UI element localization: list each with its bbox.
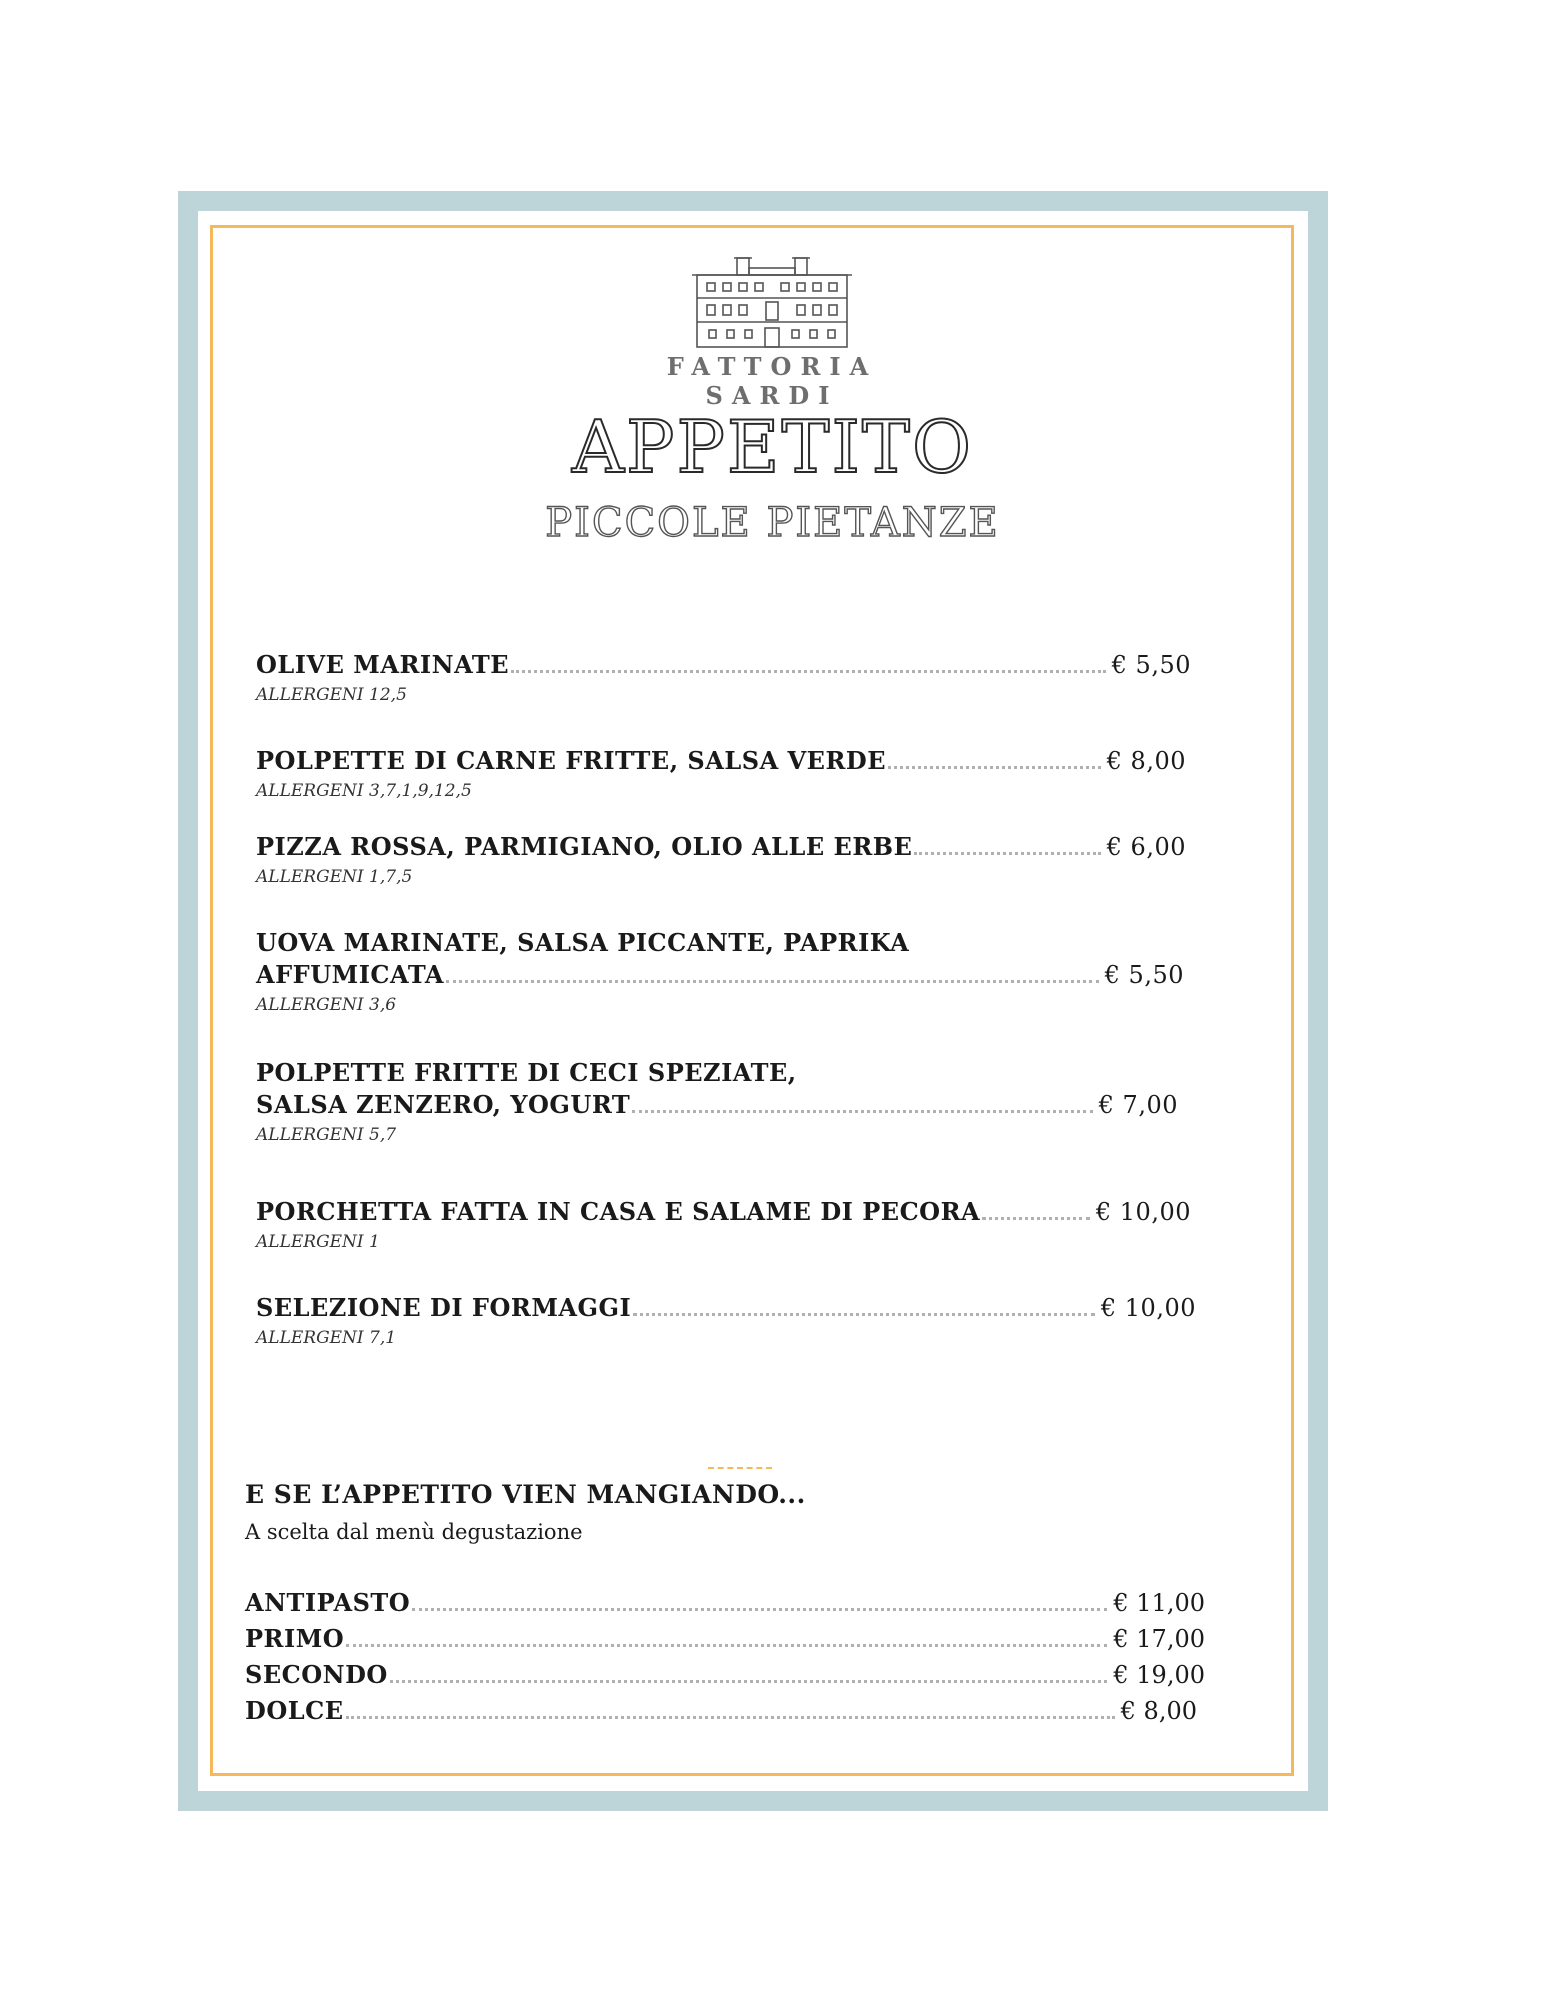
section-divider	[708, 1467, 772, 1469]
tasting-course-row	[245, 1693, 1197, 1729]
dot-leader	[412, 1608, 1107, 1611]
tasting-course-row	[245, 1621, 1205, 1657]
item-price: € 7,00	[1098, 1091, 1178, 1119]
item-price: € 10,00	[1095, 1198, 1191, 1226]
dot-leader	[632, 1110, 1092, 1113]
item-name: PIZZA ROSSA, PARMIGIANO, OLIO ALLE ERBE	[256, 832, 913, 861]
item-name-line2: SALSA ZENZERO, YOGURT	[256, 1090, 631, 1119]
brand-logo	[612, 250, 932, 410]
dot-leader	[446, 980, 1099, 983]
item-name-line1: UOVA MARINATE, SALSA PICCANTE, PAPRIKA	[256, 928, 910, 957]
course-name: ANTIPASTO	[245, 1588, 411, 1617]
tasting-course-row	[245, 1585, 1205, 1621]
item-price: € 5,50	[1111, 651, 1191, 679]
item-allergens: ALLERGENI 3,7,1,9,12,5	[256, 781, 472, 801]
item-price: € 5,50	[1104, 961, 1184, 989]
item-allergens: ALLERGENI 7,1	[256, 1328, 397, 1348]
item-name: OLIVE MARINATE	[256, 650, 510, 679]
tasting-course-row	[245, 1657, 1205, 1693]
course-name: SECONDO	[245, 1660, 388, 1689]
item-allergens: ALLERGENI 1	[256, 1232, 380, 1252]
course-price: € 8,00	[1120, 1697, 1197, 1725]
item-price: € 6,00	[1106, 833, 1186, 861]
dot-leader	[633, 1313, 1095, 1316]
item-name-line1: POLPETTE FRITTE DI CECI SPEZIATE,	[256, 1058, 797, 1087]
menu-item	[256, 1056, 1178, 1145]
menu-item	[256, 1293, 1196, 1348]
course-name: DOLCE	[245, 1696, 344, 1725]
item-name: SELEZIONE DI FORMAGGI	[256, 1293, 632, 1322]
item-allergens: ALLERGENI 12,5	[256, 685, 407, 705]
dot-leader	[888, 766, 1101, 769]
menu-item	[256, 746, 1186, 801]
menu-item	[256, 650, 1191, 705]
menu-item	[256, 1197, 1191, 1252]
villa-building-icon	[667, 250, 877, 350]
item-allergens: ALLERGENI 5,7	[256, 1125, 397, 1145]
tasting-course-list	[245, 1585, 1205, 1729]
page-subtitle: PICCOLE PIETANZE	[545, 500, 1000, 546]
item-name-line2: AFFUMICATA	[256, 960, 444, 989]
item-price: € 8,00	[1106, 747, 1186, 775]
tasting-title: E SE L’APPETITO VIEN MANGIANDO...	[245, 1480, 806, 1509]
tasting-subtitle: A scelta dal menù degustazione	[245, 1520, 583, 1544]
item-allergens: ALLERGENI 1,7,5	[256, 867, 413, 887]
dot-leader	[982, 1217, 1090, 1220]
course-price: € 19,00	[1113, 1661, 1205, 1689]
dot-leader	[346, 1716, 1115, 1719]
dot-leader	[511, 670, 1106, 673]
item-name: POLPETTE DI CARNE FRITTE, SALSA VERDE	[256, 746, 887, 775]
dot-leader	[390, 1680, 1108, 1683]
course-price: € 17,00	[1113, 1625, 1205, 1653]
course-name: PRIMO	[245, 1624, 345, 1653]
dot-leader	[914, 852, 1100, 855]
menu-item	[256, 926, 1184, 1015]
course-price: € 11,00	[1113, 1589, 1205, 1617]
item-allergens: ALLERGENI 3,6	[256, 995, 397, 1015]
item-name: PORCHETTA FATTA IN CASA E SALAME DI PECORA	[256, 1197, 981, 1226]
menu-item	[256, 832, 1186, 887]
page-title: APPETITO	[572, 405, 973, 489]
item-price: € 10,00	[1100, 1294, 1196, 1322]
brand-name: FATTORIA SARDI	[666, 352, 878, 410]
dot-leader	[346, 1644, 1107, 1647]
